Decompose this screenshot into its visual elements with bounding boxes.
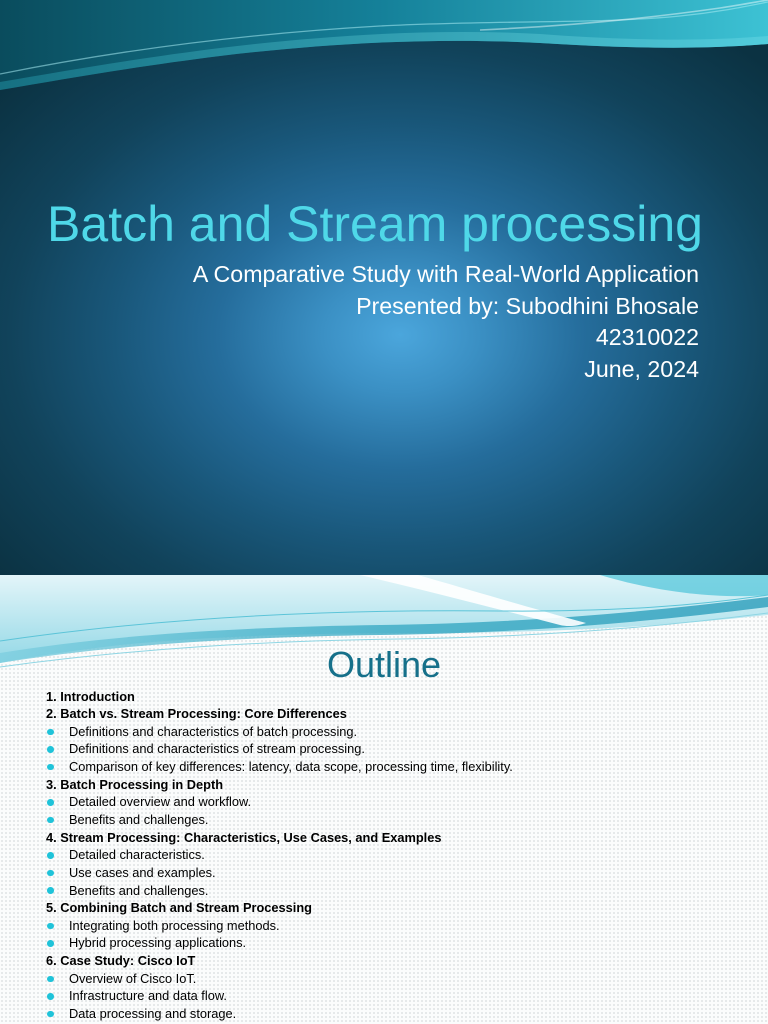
outline-bullet-item — [46, 917, 748, 935]
bullet-icon — [47, 923, 54, 930]
outline-section-heading: 2. Batch vs. Stream Processing: Core Differences — [46, 706, 347, 722]
bullet-icon — [47, 993, 54, 1000]
outline-section-heading: 5. Combining Batch and Stream Processing — [46, 900, 312, 916]
outline-slide — [0, 575, 768, 1024]
outline-bullet-item — [46, 934, 748, 952]
subtitle: A Comparative Study with Real-World Application — [192, 261, 699, 287]
outline-bullet-item — [46, 864, 748, 882]
outline-bullet-item — [46, 793, 748, 811]
bullet-icon — [47, 940, 54, 947]
outline-list — [46, 688, 748, 1023]
outline-bullet-item — [46, 987, 748, 1005]
outline-bullet-text: Infrastructure and data flow. — [69, 988, 227, 1004]
bullet-icon — [47, 1011, 54, 1018]
outline-bullet-text: Comparison of key differences: latency, data scope, processing time, flexibility. — [69, 759, 513, 775]
outline-title: Outline — [326, 643, 442, 685]
presentation-date: June, 2024 — [584, 356, 699, 383]
outline-section-heading: 6. Case Study: Cisco IoT — [46, 953, 196, 969]
outline-bullet-text: Definitions and characteristics of stream processing. — [69, 741, 365, 757]
outline-bullet-text: Overview of Cisco IoT. — [69, 970, 197, 986]
outline-bullet-item — [46, 1005, 748, 1023]
outline-bullet-item — [46, 846, 748, 864]
outline-bullet-item — [46, 970, 748, 988]
outline-bullet-text: Data processing and storage. — [69, 1006, 237, 1022]
outline-bullet-text: Hybrid processing applications. — [69, 935, 247, 951]
outline-bullet-item — [46, 882, 748, 900]
bullet-icon — [47, 729, 54, 736]
bullet-icon — [47, 799, 54, 806]
bullet-icon — [47, 746, 54, 753]
subtitle-block — [100, 259, 699, 386]
outline-section-heading: 1. Introduction — [46, 688, 135, 704]
bullet-icon — [47, 887, 54, 894]
student-id: 42310022 — [595, 324, 699, 351]
outline-bullet-text: Use cases and examples. — [69, 864, 216, 880]
outline-bullet-item — [46, 740, 748, 758]
outline-section-heading: 4. Stream Processing: Characteristics, Use Cases, and Examples — [46, 829, 442, 845]
bullet-icon — [47, 852, 54, 859]
outline-bullet-item — [46, 811, 748, 829]
outline-bullet-text: Integrating both processing methods. — [69, 917, 280, 933]
header-wave-graphic — [0, 0, 768, 100]
bullet-icon — [47, 817, 54, 824]
presentation-title: Batch and Stream processing — [47, 196, 703, 252]
presenter-line: Presented by: Subodhini Bhosale — [356, 292, 699, 319]
outline-bullet-item — [46, 723, 748, 741]
outline-bullet-text: Definitions and characteristics of batch processing. — [69, 723, 358, 739]
bullet-icon — [47, 870, 54, 877]
outline-bullet-text: Benefits and challenges. — [69, 882, 209, 898]
outline-bullet-text: Benefits and challenges. — [69, 811, 209, 827]
outline-bullet-text: Detailed overview and workflow. — [69, 794, 252, 810]
outline-bullet-item — [46, 758, 748, 776]
bullet-icon — [47, 764, 54, 771]
outline-section-heading: 3. Batch Processing in Depth — [46, 776, 224, 792]
outline-bullet-text: Detailed characteristics. — [69, 847, 205, 863]
bullet-icon — [47, 976, 54, 983]
